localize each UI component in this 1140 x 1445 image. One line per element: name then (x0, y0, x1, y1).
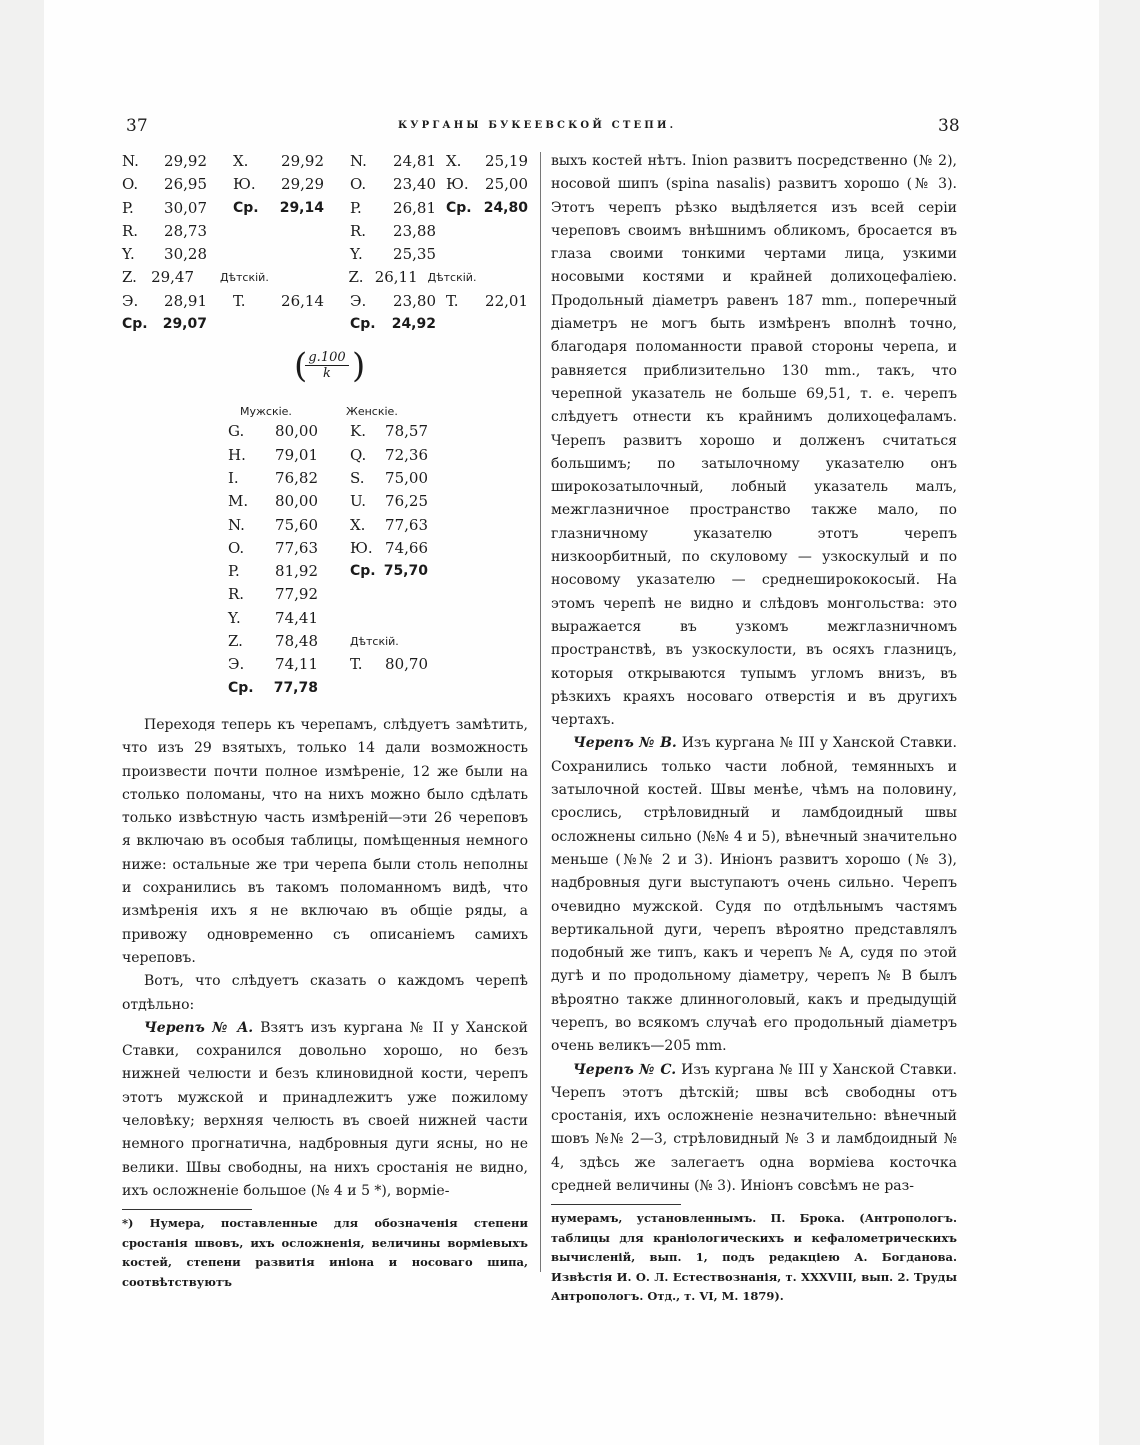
table-cell: Дѣтскій. (427, 271, 477, 285)
right-column (551, 150, 957, 1307)
table-cell (207, 313, 274, 336)
table-cell: 77,63 (385, 515, 428, 534)
table-cell: X. (446, 152, 462, 170)
skull-a-text: Взятъ изъ кургана № II у Ханской Ставки, сохранился довольно хорошо, но безъ нижней челюсти и безъ клиновидной кости, черепъ этотъ мужской и принадлежитъ уже пожилому человѣку; верхняя челюсть въ своей нижней части немного прогнатична, надбровныя дуги ясны, но не велики. Швы свободны, на нихъ сростанія не видно, ихъ осложненіе большое (№ 4 и 5 *), ворміе- (122, 1019, 528, 1199)
paragraph-intro: Переходя теперь къ черепамъ, слѣдуетъ замѣтить, что изъ 29 взятыхъ, только 14 дали возможность произвести почти полное измѣреніе, 12 же были на столько поломаны, что на нихъ можно было сдѣлать только извѣстную часть измѣреній—эти 26 череповъ я включаю въ особыя таблицы, помѣщенныя немного ниже: остальные же три черепа были столь неполны и сохранились въ такомъ поломанномъ видѣ, что измѣренія ихъ я не включаю въ общіе ряды, а привожу одновременно съ описаніемъ самихъ череповъ. (122, 716, 528, 966)
table-cell: 78,48 (275, 632, 318, 651)
formula-paren-left: ( (294, 346, 308, 387)
table-cell (487, 266, 528, 289)
table-cell: Дѣтскій. (350, 635, 399, 649)
skull-b-heading: Черепъ № B. (573, 735, 677, 752)
table-row (122, 220, 528, 243)
table-cell: 29,29 (281, 175, 324, 194)
table-cell: Ср. (122, 316, 148, 333)
table-cell: 76,82 (275, 468, 318, 487)
table-cell (274, 313, 324, 336)
paragraph-skull-a-cont: выхъ костей нѣтъ. Inion развитъ посредственно (№ 2), носовой шипъ (spina nasalis) развитъ хорошо (№ 3). Этотъ черепъ рѣзко выдѣляется изъ всей серіи череповъ своимъ внѣшнимъ обликомъ, бросается въ глаза своими тонкими чертами лица, узкими носовыми костями и крайней долихоцефаліею. Продольный діаметръ равенъ 187 mm., поперечный діаметръ не могъ быть измѣренъ вполнѣ точно, благодаря поломанности правой стороны черепа, и равняется приблизительно 130 mm., такъ, что черепной указатель не больше 69,51, т. е. черепъ слѣдуетъ отнести къ крайнимъ долихоцефаламъ. Черепъ развитъ хорошо и долженъ считаться большимъ; по затылочному указателю онъ широкозатылочный, лобный указатель малъ, межглазничное пространство также мало, по глазничному указателю этотъ черепъ низкоорбитный, по скуловому — узкоскулый и по носовому указателю — среднеширококосый. На этомъ черепѣ не видно и слѣдовъ монгольства: это выражается въ узкомъ межглазничномъ пространствѣ, въ узкоскулости, въ осяхъ глазницъ, которыя открываются тупымъ угломъ внизъ, въ рѣзкихъ краяхъ носоваго отверстія и въ другихъ чертахъ. (551, 153, 957, 729)
table-cell (378, 583, 428, 606)
skull-c-heading: Черепъ № C. (573, 1061, 677, 1078)
table-cell (318, 583, 378, 606)
paragraph-skull-a (122, 1017, 528, 1203)
table-cell: Q. (350, 445, 367, 464)
table-row (122, 290, 528, 313)
table-cell: Дѣтскій. (220, 271, 269, 285)
formula-paren-right: ) (352, 346, 366, 387)
table-cell: 25,35 (393, 245, 436, 264)
page-number-right: 38 (938, 116, 960, 136)
table-row (122, 150, 528, 173)
table-cell: 29,92 (164, 152, 207, 170)
table-cell: Ср. (228, 679, 254, 696)
measurement-table-mid (228, 400, 528, 700)
table-cell: Y. (122, 245, 135, 264)
page-number-left: 37 (126, 116, 148, 136)
table-row (228, 467, 528, 490)
footnote-left: *) Нумера, поставленные для обозначенія степени сростанія швовъ, ихъ осложненія, величины ворміевыхъ костей, степени развитія иніона и носоваго шипа, соотвѣтствуютъ (122, 1216, 528, 1289)
table-cell: 77,78 (273, 679, 318, 696)
table-row (228, 607, 528, 630)
table-cell: 24,92 (391, 316, 436, 333)
table-cell: O. (228, 538, 245, 557)
footnote-rule-right (551, 1204, 681, 1205)
table-cell: I. (228, 468, 239, 487)
table-row (228, 560, 528, 583)
table-row (228, 653, 528, 676)
table-cell: 78,57 (385, 422, 428, 441)
table-cell: G. (228, 422, 245, 441)
heading-male: Мужскіе. (240, 405, 292, 419)
table-cell (274, 243, 324, 266)
table-cell: 26,81 (393, 198, 436, 217)
table-cell (207, 220, 274, 243)
table-row (122, 243, 528, 266)
table-cell: T. (233, 291, 246, 310)
table-cell: 80,70 (385, 655, 428, 674)
table-cell: O. (350, 175, 367, 194)
heading-female: Женскіе. (346, 405, 398, 419)
table-cell: N. (122, 152, 139, 170)
formula-numerator: g.100 (305, 350, 349, 366)
table-cell: 26,95 (164, 175, 207, 194)
table-cell: 23,88 (393, 221, 436, 240)
running-title: КУРГАНЫ БУКЕЕВСКОЙ СТЕПИ. (398, 120, 677, 131)
table-cell: O. (122, 175, 139, 194)
table-cell: 26,14 (281, 291, 324, 310)
table-cell (472, 243, 528, 266)
table-cell: R. (350, 221, 367, 240)
table-row (228, 537, 528, 560)
table-cell (436, 313, 472, 336)
measurement-table-top (122, 150, 528, 336)
table-cell: Ю. (446, 175, 469, 194)
table-row (122, 173, 528, 196)
table-cell: 22,01 (485, 291, 528, 310)
table-cell (472, 220, 528, 243)
column-divider (540, 152, 541, 1272)
table-cell: 28,73 (164, 221, 207, 240)
table-cell: 80,00 (275, 422, 318, 441)
table-cell: 74,41 (275, 608, 318, 627)
paragraph-skull-c (551, 1059, 957, 1199)
table-row (228, 630, 528, 653)
table-row (228, 583, 528, 606)
table-cell: 75,00 (385, 468, 428, 487)
table-cell (428, 630, 478, 653)
table-cell: Ср. (233, 199, 259, 216)
table-cell: 30,07 (164, 198, 207, 217)
table-row (228, 444, 528, 467)
table-cell: Ср. (350, 563, 376, 580)
table-cell: 72,36 (385, 445, 428, 464)
table-cell: 25,00 (485, 175, 528, 194)
table-cell: X. (350, 515, 366, 534)
table-cell (378, 607, 428, 630)
table-cell (436, 243, 472, 266)
table-cell: P. (350, 198, 362, 217)
table-row (228, 490, 528, 513)
table-cell: Z. (228, 632, 243, 651)
table-cell: 25,19 (485, 152, 528, 170)
table-cell: 75,60 (275, 515, 318, 534)
table-cell: Z. (122, 268, 137, 287)
table-cell: 74,11 (275, 655, 318, 674)
table-cell: 29,14 (279, 199, 324, 216)
table-row (228, 514, 528, 537)
table-cell: K. (350, 422, 366, 441)
paragraph-skull-b (551, 732, 957, 1058)
table-cell (318, 607, 378, 630)
table-cell: Z. (348, 268, 364, 287)
table-row (228, 677, 528, 700)
table-cell: R. (122, 221, 139, 240)
table-cell: 26,11 (374, 268, 418, 287)
formula-denominator: k (323, 366, 331, 382)
table-cell: M. (228, 492, 249, 511)
table-cell (274, 220, 324, 243)
table-cell: Э. (228, 655, 245, 674)
skull-a-heading: Черепъ № A. (144, 1019, 254, 1036)
table-cell: Ср. (446, 199, 472, 216)
table-cell: Ю. (233, 175, 256, 194)
formula-fraction (305, 350, 349, 381)
table-mid-headings (240, 400, 528, 420)
table-cell: Y. (350, 245, 363, 264)
table-row (122, 313, 528, 336)
table-row (228, 420, 528, 443)
table-cell: N. (350, 152, 367, 170)
table-cell: 29,47 (151, 268, 195, 287)
table-cell: X. (233, 152, 249, 170)
skull-b-text: Изъ кургана № III у Ханской Ставки. Сохранились только части лобной, темянныхъ и затылочной костей. Швы менѣе, чѣмъ на половину, срослись, стрѣловидный и ламбдоидный швы осложнены сильно (№№ 4 и 5), вѣнечный значительно меньше (№№ 2 и 3). Иніонъ развитъ хорошо (№ 3), надбровныя дуги выступаютъ очень сильно. Черепъ очевидно мужской. Судя по отдѣльнымъ частямъ вертикальной дуги, черепъ вѣроятно представлялъ подобный же типъ, какъ и черепъ № A, судя по этой дугѣ и по продольному діаметру, черепъ № B былъ вѣроятно также длинноголовый, какъ и предыдущій черепъ, во всякомъ случаѣ его продольный діаметръ очень великъ—205 mm. (551, 735, 957, 1055)
table-cell: 30,28 (164, 245, 207, 264)
table-cell (318, 677, 378, 700)
skull-c-text: Изъ кургана № III у Ханской Ставки. Черепъ этотъ дѣтскій; швы всѣ свободны отъ сростанія, ихъ осложненіе незначительно: вѣнечный шовъ №№ 2—3, стрѣловидный № 3 и ламбдоидный № 4, здѣсь же залегаетъ одна ворміева косточка средней величины (№ 3). Иніонъ совсѣмъ не раз- (551, 1061, 957, 1195)
table-cell: Э. (122, 291, 139, 310)
table-row (122, 197, 528, 220)
table-cell: P. (122, 198, 134, 217)
table-cell: N. (228, 515, 245, 534)
table-cell: Э. (350, 291, 367, 310)
table-cell (436, 220, 472, 243)
table-cell (286, 266, 322, 289)
table-cell: 74,66 (385, 538, 428, 557)
table-cell (207, 243, 274, 266)
table-cell: 81,92 (275, 562, 318, 581)
table-cell (378, 677, 428, 700)
table-cell: 29,07 (162, 316, 207, 333)
table-mid-rows (228, 420, 528, 700)
table-cell: P. (228, 562, 240, 581)
table-cell: R. (228, 585, 245, 604)
table-cell (472, 313, 528, 336)
footnote-right: нумерамъ, установленнымъ. П. Брока. (Антропологъ. таблицы для краніологическихъ и кефалометрическихъ вычисленій, вып. 1, подъ редакціею А. Богданова. Извѣстія И. О. Л. Естествознанія, т. XXXVIII, вып. 2. Труды Антропологъ. Отд., т. VI, М. 1879). (551, 1211, 957, 1304)
table-cell: 29,92 (281, 152, 324, 170)
table-cell: U. (350, 492, 367, 511)
table-cell: 76,25 (385, 492, 428, 511)
left-column (122, 150, 528, 1292)
table-cell: H. (228, 445, 246, 464)
table-cell: 23,80 (393, 291, 436, 310)
table-cell: Ср. (350, 316, 376, 333)
table-cell: 77,92 (275, 585, 318, 604)
table-cell: 79,01 (275, 445, 318, 464)
table-cell: 24,81 (393, 152, 436, 170)
paragraph-each-skull: Вотъ, что слѣдуетъ сказать о каждомъ черепѣ отдѣльно: (122, 973, 528, 1013)
table-cell: T. (350, 655, 363, 674)
footnote-rule (122, 1209, 252, 1210)
table-cell: Ю. (350, 538, 373, 557)
table-cell: Y. (228, 608, 241, 627)
table-cell: 28,91 (164, 291, 207, 310)
table-cell: 77,63 (275, 538, 318, 557)
table-row (122, 266, 528, 289)
table-cell: 80,00 (275, 492, 318, 511)
table-cell: 75,70 (383, 563, 428, 580)
table-cell: 23,40 (393, 175, 436, 194)
table-cell: S. (350, 468, 365, 487)
table-cell: 24,80 (483, 199, 528, 216)
index-formula (122, 346, 528, 396)
table-cell: T. (446, 291, 459, 310)
